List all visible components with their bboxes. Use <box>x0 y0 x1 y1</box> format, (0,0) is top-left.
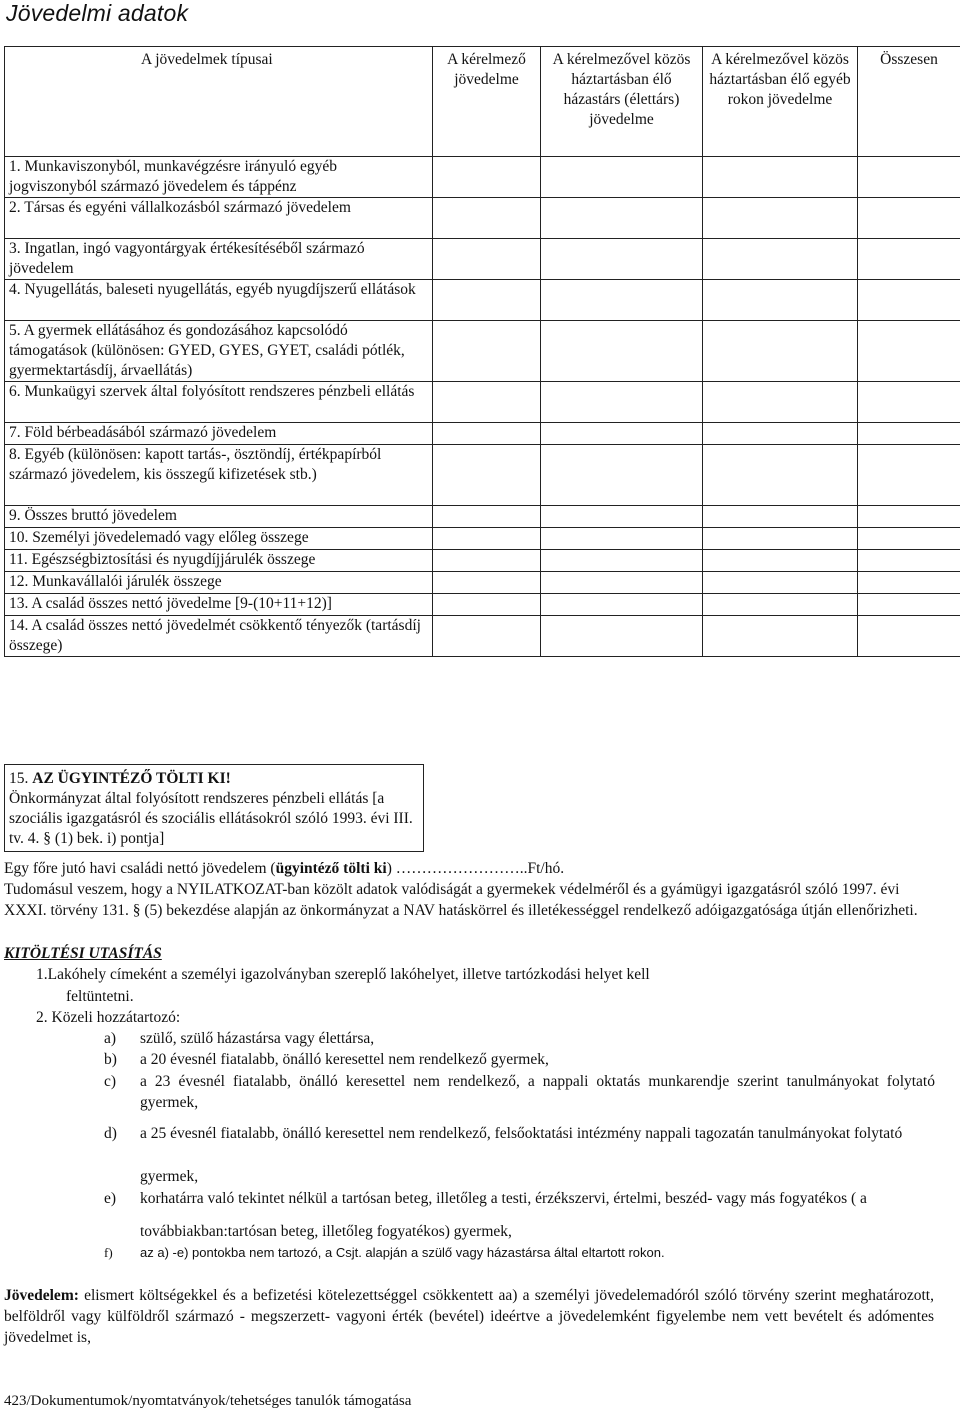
table-row <box>5 239 960 280</box>
table-row <box>5 594 960 616</box>
cell-spouse[interactable] <box>541 239 703 280</box>
list-marker: e) <box>104 1190 117 1207</box>
cell-total[interactable] <box>858 321 960 382</box>
header-applicant-income: A kérelmező jövedelme <box>433 47 541 157</box>
cell-relatives[interactable] <box>703 157 858 198</box>
list-item-text: a 23 évesnél fiatalabb, önálló keresettel nem rendelkező, a nappali oktatás munkarendje szerint tanulmányokat folytató gyermek, <box>140 1073 935 1111</box>
relatives-list-item <box>0 1221 960 1242</box>
cell-relatives[interactable] <box>703 594 858 616</box>
cell-relatives[interactable] <box>703 506 858 528</box>
income-type-label: 13. A család összes nettó jövedelme [9-(10+11+12)] <box>5 594 433 616</box>
income-type-label: 3. Ingatlan, ingó vagyontárgyak értékesítéséből származó jövedelem <box>5 239 433 280</box>
header-spouse-income: A kérelmezővel közös háztartásban élő házastárs (élettárs) jövedelme <box>541 47 703 157</box>
cell-spouse[interactable] <box>541 616 703 657</box>
income-definition-term: Jövedelem: <box>4 1287 79 1304</box>
cell-relatives[interactable] <box>703 445 858 506</box>
table-row <box>5 550 960 572</box>
cell-applicant[interactable] <box>433 382 541 423</box>
income-definition <box>4 1285 934 1348</box>
table-row <box>5 445 960 506</box>
table-row <box>5 572 960 594</box>
cell-spouse[interactable] <box>541 321 703 382</box>
cell-relatives[interactable] <box>703 528 858 550</box>
relatives-list-item <box>0 1028 960 1049</box>
box-15-number: 15. <box>9 770 29 787</box>
cell-spouse[interactable] <box>541 423 703 445</box>
instructions-title-text: KITÖLTÉSI UTASÍTÁS <box>4 945 162 962</box>
cell-total[interactable] <box>858 616 960 657</box>
income-type-label: 14. A család összes nettó jövedelmét csökkentő tényezők (tartásdíj összege) <box>5 616 433 657</box>
cell-relatives[interactable] <box>703 550 858 572</box>
instructions-title <box>4 943 944 964</box>
per-capita-prefix: Egy főre jutó havi családi nettó jövedelem ( <box>4 860 276 877</box>
cell-applicant[interactable] <box>433 616 541 657</box>
instruction-item-1: 1.Lakóhely címeként a személyi igazolványban szereplő lakóhelyet, illetve tartózkodási helyet kell <box>36 966 650 983</box>
cell-total[interactable] <box>858 198 960 239</box>
income-type-label: 12. Munkavállalói járulék összege <box>5 572 433 594</box>
box-15-heading: AZ ÜGYINTÉZŐ TÖLTI KI! <box>32 770 231 787</box>
cell-spouse[interactable] <box>541 198 703 239</box>
header-relatives-income: A kérelmezővel közös háztartásban élő egyéb rokon jövedelme <box>703 47 858 157</box>
list-marker: b) <box>104 1051 117 1068</box>
cell-spouse[interactable] <box>541 280 703 321</box>
declaration-text: Tudomásul veszem, hogy a NYILATKOZAT-ban közölt adatok valódiságát a gyermekek védelméről és a gyámügyi igazgatásról szóló 1997. évi XXXI. törvény 131. § (5) bekezdése alapján az önkormányzat a NAV hatáskörrel és illetékességgel rendelkező adóigazgatósága útján ellenőrizheti. <box>4 881 918 919</box>
footer-path: 423/Dokumentumok/nyomtatványok/tehetséges tanulók támogatása <box>4 1393 412 1409</box>
cell-spouse[interactable] <box>541 594 703 616</box>
list-item-text: korhatárra való tekintet nélkül a tartósan beteg, illetőleg a testi, érzékszervi, értelmi, beszéd- vagy más fogyatékos ( a <box>140 1190 867 1207</box>
cell-applicant[interactable] <box>433 594 541 616</box>
table-row <box>5 157 960 198</box>
cell-relatives[interactable] <box>703 239 858 280</box>
cell-total[interactable] <box>858 239 960 280</box>
cell-total[interactable] <box>858 550 960 572</box>
cell-applicant[interactable] <box>433 423 541 445</box>
cell-applicant[interactable] <box>433 157 541 198</box>
list-marker: f) <box>104 1245 113 1260</box>
relatives-list-item <box>0 1049 960 1070</box>
income-type-label: 7. Föld bérbeadásából származó jövedelem <box>5 423 433 445</box>
cell-relatives[interactable] <box>703 280 858 321</box>
list-marker: a) <box>104 1030 117 1047</box>
cell-applicant[interactable] <box>433 239 541 280</box>
instruction-item-1-cont: feltüntetni. <box>66 988 134 1005</box>
income-table <box>4 46 960 657</box>
list-item-text: továbbiakban:tartósan beteg, illetőleg fogyatékos) gyermek, <box>140 1223 512 1240</box>
cell-total[interactable] <box>858 506 960 528</box>
income-type-label: 4. Nyugellátás, baleseti nyugellátás, egyéb nyugdíjszerű ellátások <box>5 280 433 321</box>
income-definition-text: elismert költségekkel és a befizetési kötelezettséggel csökkentett aa) a személyi jövedelemadóról szóló törvény szerint meghatározott, belföldről vagy külföldről származó - megszerzett- vagyoni érték (bevétel) ideértve a jövedelemként figyelembe nem vett bevételt és adómentes jövedelmet is, <box>4 1287 934 1346</box>
table-row <box>5 280 960 321</box>
cell-applicant[interactable] <box>433 572 541 594</box>
cell-relatives[interactable] <box>703 321 858 382</box>
cell-total[interactable] <box>858 572 960 594</box>
income-type-label: 1. Munkaviszonyból, munkavégzésre irányuló egyéb jogviszonyból származó jövedelem és táppénz <box>5 157 433 198</box>
header-total: Összesen <box>858 47 960 157</box>
cell-spouse[interactable] <box>541 445 703 506</box>
cell-spouse[interactable] <box>541 506 703 528</box>
list-item-text: a 25 évesnél fiatalabb, önálló keresettel nem rendelkező, felsőoktatási intézmény nappali tagozatán tanulmányokat folytató <box>140 1125 903 1142</box>
cell-total[interactable] <box>858 594 960 616</box>
list-item-text: a 20 évesnél fiatalabb, önálló keresettel nem rendelkező gyermek, <box>140 1051 549 1068</box>
box-15-text: Önkormányzat által folyósított rendszeres pénzbeli ellátás [a szociális igazgatásról és szociális ellátásokról szóló 1993. évi III. tv. 4. § (1) bek. i) pontja] <box>9 790 413 847</box>
cell-relatives[interactable] <box>703 572 858 594</box>
cell-applicant[interactable] <box>433 445 541 506</box>
table-row <box>5 321 960 382</box>
table-body <box>5 157 960 657</box>
list-item-text: az a) -e) pontokba nem tartozó, a Csjt. alapján a szülő vagy házastársa által eltartott rokon. <box>140 1245 665 1260</box>
relatives-list-item <box>0 1123 960 1165</box>
income-type-label: 10. Személyi jövedelemadó vagy előleg összege <box>5 528 433 550</box>
table-header-row <box>5 47 960 157</box>
relatives-list-item <box>0 1242 960 1263</box>
cell-total[interactable] <box>858 382 960 423</box>
box-15-admin <box>4 764 424 852</box>
cell-applicant[interactable] <box>433 321 541 382</box>
table-row <box>5 382 960 423</box>
per-capita-suffix: ) ……………………..Ft/hó. <box>386 860 565 877</box>
cell-total[interactable] <box>858 423 960 445</box>
instruction-item-2: 2. Közeli hozzátartozó: <box>36 1009 181 1026</box>
table-row <box>5 528 960 550</box>
income-type-label: 5. A gyermek ellátásához és gondozásához kapcsolódó támogatások (különösen: GYED, GYES, GYET, családi pótlék, gyermektartásdíj, árvaellátás) <box>5 321 433 382</box>
cell-spouse[interactable] <box>541 382 703 423</box>
cell-relatives[interactable] <box>703 616 858 657</box>
list-item-text: gyermek, <box>140 1168 199 1185</box>
relatives-list-item <box>0 1071 960 1113</box>
income-type-label: 6. Munkaügyi szervek által folyósított rendszeres pénzbeli ellátás <box>5 382 433 423</box>
income-type-label: 8. Egyéb (különösen: kapott tartás-, ösztöndíj, értékpapírból származó jövedelem, kis összegű kifizetések stb.) <box>5 445 433 506</box>
cell-spouse[interactable] <box>541 528 703 550</box>
table-row <box>5 616 960 657</box>
cell-relatives[interactable] <box>703 382 858 423</box>
list-item-text: szülő, szülő házastársa vagy élettársa, <box>140 1030 375 1047</box>
cell-total[interactable] <box>858 280 960 321</box>
income-type-label: 9. Összes bruttó jövedelem <box>5 506 433 528</box>
cell-applicant[interactable] <box>433 280 541 321</box>
cell-applicant[interactable] <box>433 550 541 572</box>
table-row <box>5 423 960 445</box>
header-income-types: A jövedelmek típusai <box>5 47 433 157</box>
table-row <box>5 198 960 239</box>
cell-relatives[interactable] <box>703 198 858 239</box>
income-type-label: 2. Társas és egyéni vállalkozásból származó jövedelem <box>5 198 433 239</box>
cell-spouse[interactable] <box>541 572 703 594</box>
list-marker: d) <box>104 1125 117 1142</box>
cell-applicant[interactable] <box>433 198 541 239</box>
list-marker: c) <box>104 1073 117 1090</box>
cell-applicant[interactable] <box>433 506 541 528</box>
cell-relatives[interactable] <box>703 423 858 445</box>
per-capita-bold: ügyintéző tölti ki <box>275 860 387 877</box>
cell-spouse[interactable] <box>541 157 703 198</box>
cell-total[interactable] <box>858 528 960 550</box>
cell-total[interactable] <box>858 157 960 198</box>
cell-applicant[interactable] <box>433 528 541 550</box>
income-type-label: 11. Egészségbiztosítási és nyugdíjjárulék összege <box>5 550 433 572</box>
cell-spouse[interactable] <box>541 550 703 572</box>
cell-total[interactable] <box>858 445 960 506</box>
per-capita-line <box>4 858 944 879</box>
table-row <box>5 506 960 528</box>
page-title: Jövedelmi adatok <box>6 0 189 26</box>
relatives-list-item <box>0 1166 960 1187</box>
